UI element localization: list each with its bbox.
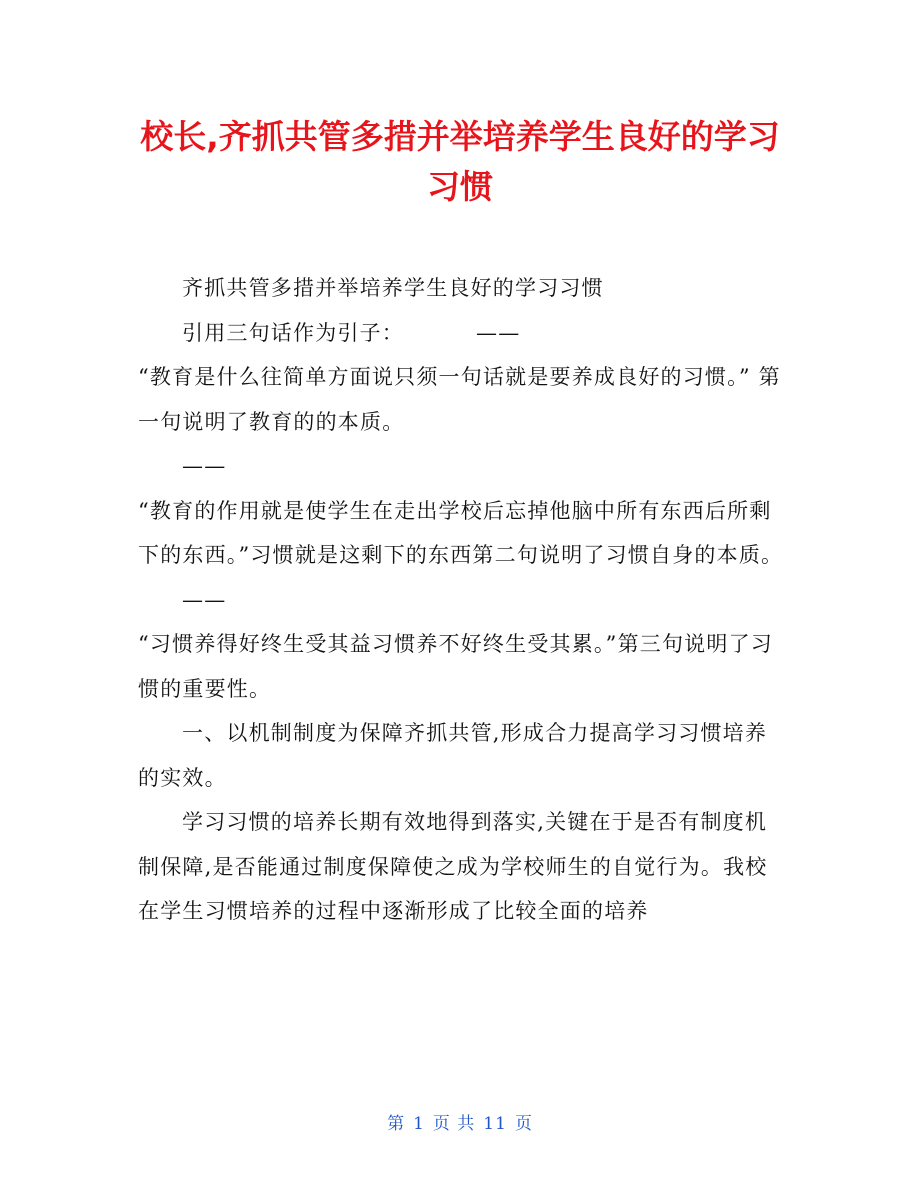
footer-current-page: 1: [413, 1114, 425, 1134]
intro-lead-text: 引用三句话作为引子：: [182, 320, 404, 345]
footer-suffix: 页: [514, 1114, 533, 1134]
page-footer: [0, 1112, 920, 1136]
paragraph-subtitle: 齐抓共管多措并举培养学生良好的学习习惯: [182, 276, 604, 300]
paragraph-section-heading: 一、以机制制度为保障齐抓共管,形成合力提高学习习惯培养的实效。: [138, 721, 768, 790]
footer-prefix: 第: [387, 1114, 406, 1134]
paragraph-section-body: 学习习惯的培养长期有效地得到落实,关键在于是否有制度机制保障,是否能通过制度保障使之成为学校师生的自觉行为。我校在学生习惯培养的过程中逐渐形成了比较全面的培养: [138, 810, 768, 923]
footer-total-pages: 11: [483, 1114, 507, 1134]
paragraph-dash-3: ——: [182, 587, 227, 612]
paragraph-intro: [138, 311, 788, 356]
paragraph-dash-2: ——: [182, 454, 227, 478]
document-body: [138, 266, 788, 934]
footer-mid: 页 共: [432, 1114, 476, 1134]
paragraph-quote-3: “习惯养得好终生受其益习惯养不好终生受其累。”第三句说明了习惯的重要性。: [138, 632, 773, 701]
document-title: 校长,齐抓共管多措并举培养学生良好的学习习惯: [140, 117, 780, 206]
intro-dash: ——: [476, 320, 521, 345]
paragraph-quote-1: “教育是什么往简单方面说只须一句话就是要养成良好的习惯。” 第一句说明了教育的的本质。: [138, 365, 781, 434]
paragraph-quote-2: “教育的作用就是使学生在走出学校后忘掉他脑中所有东西后所剩下的东西。”习惯就是这剩下的东西第二句说明了习惯自身的本质。: [138, 498, 784, 567]
